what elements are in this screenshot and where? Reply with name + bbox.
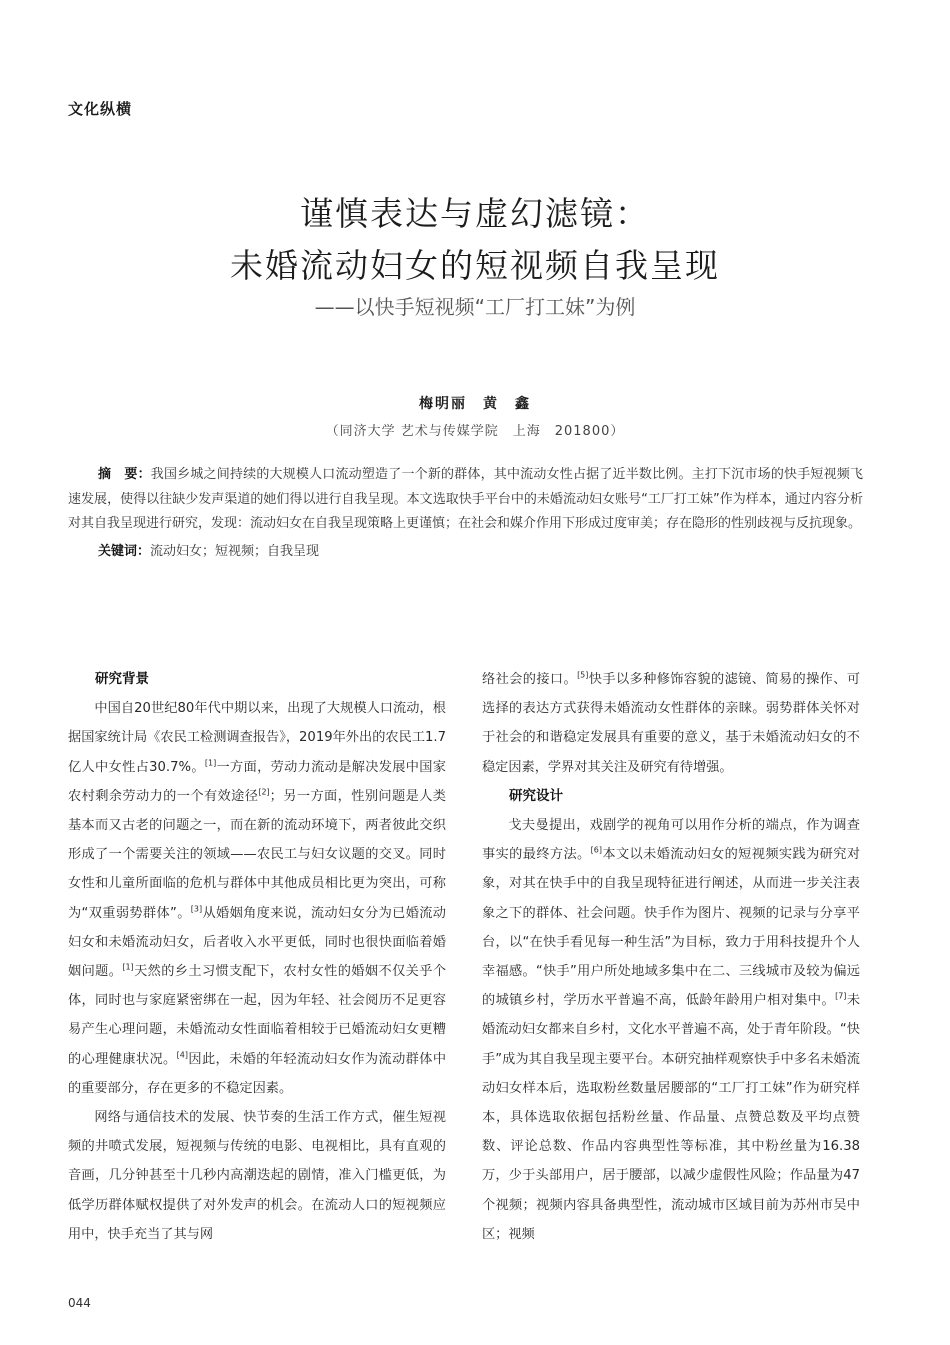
text-segment: 天然的乡土习惯支配下，农村女性的婚姻不仅关乎个体，同时也与家庭紧密绑在一起，因为年轻、社会阅历不足更容易产生心理问题，未婚流动女性面临着相较于已婚流动妇女更糟的心理健康状况。 — [68, 964, 447, 1067]
keywords-text: 流动妇女；短视频；自我呈现 — [150, 543, 320, 559]
left-column — [68, 665, 446, 1249]
citation: [5] — [577, 670, 589, 680]
heading-research-design: 研究设计 — [509, 787, 563, 804]
keywords-paragraph — [68, 540, 863, 565]
paragraph-design-1 — [482, 811, 860, 1249]
title-line-2: 未婚流动妇女的短视频自我呈现 — [230, 246, 720, 285]
abstract-text: 我国乡城之间持续的大规模人口流动塑造了一个新的群体，其中流动女性占据了近半数比例。主打下沉市场的快手短视频飞速发展，使得以往缺少发声渠道的她们得以进行自我呈现。本文选取快手平台中的未婚流动妇女账号“工厂打工妹”作为样本，通过内容分析对其自我呈现进行研究，发现：流动妇女在自我呈现策略上更谨慎；在社会和媒介作用下形成过度审美；存在隐形的性别歧视与反抗现象。 — [68, 467, 863, 531]
text-segment: 一方面，劳动力流动是解决发展中国家农村剩余劳动力的一个有效途径 — [68, 759, 446, 804]
paragraph-background-2: 网络与通信技术的发展、快节奏的生活工作方式，催生短视频的井喷式发展，短视频与传统的电影、电视相比，具有直观的音画，几分钟甚至十几秒内高潮迭起的剧情，准入门槛更低，为低学历群体赋权提供了对外发声的机会。在流动人口的短视频应用中，快手充当了其与网 — [68, 1110, 446, 1242]
citation: [2] — [258, 787, 270, 797]
title-line-1: 谨慎表达与虚幻滤镜： — [300, 194, 650, 233]
text-segment: 络社会的接口。 — [482, 672, 578, 687]
text-segment: 因此，未婚的年轻流动妇女作为流动群体中的重要部分，存在更多的不稳定因素。 — [68, 1051, 447, 1096]
heading-research-background: 研究背景 — [95, 671, 149, 687]
text-segment: 中国自20世纪80年代中期以来，出现了大规模人口流动，根据国家统计局《农民工检测调查报告》，2019年外出的农民工1.7亿人中女性占30.7%。 — [68, 701, 446, 775]
citation: [4] — [176, 1050, 188, 1060]
text-segment: 未婚流动妇女都来自乡村，文化水平普遍不高，处于青年阶段。“快手”成为其自我呈现主要平台。本研究抽样观察快手中多名未婚流动妇女样本后，选取粉丝数量居腰部的“工厂打工妹”作为研究样本，具体选取依据包括粉丝量、作品量、点赞总数及平均点赞数、评论总数、作品内容典型性等标准，其中粉丝量为16.38万，少于头部用户，居于腰部，以减少虚假性风险；作品量为47个视频；视频内容具备典型性，流动城市区域目前为苏州市吴中区；视频 — [482, 993, 861, 1242]
section-label: 文化纵横 — [68, 100, 133, 118]
paragraph-continued — [482, 665, 860, 782]
citation: [6] — [590, 845, 602, 855]
text-segment: 本文以未婚流动妇女的短视频实践为研究对象，对其在快手中的自我呈现特征进行阐述，从而进一步关注表象之下的群体、社会问题。快手作为图片、视频的记录与分享平台，以“在快手看见每一种生活”为目标，致力于用科技提升个人幸福感。“快手”用户所处地域多集中在二、三线城市及较为偏远的城镇乡村，学历水平普遍不高，低龄年龄用户相对集中。 — [482, 847, 861, 1009]
citation: [7] — [835, 991, 847, 1001]
citation: [1] — [122, 962, 134, 972]
right-column — [482, 665, 860, 1249]
subtitle: ——以快手短视频“工厂打工妹”为例 — [314, 295, 636, 319]
article-title — [0, 188, 950, 322]
keywords-label: 关键词： — [98, 543, 151, 559]
text-segment: ；另一方面，性别问题是人类基本而又古老的问题之一，而在新的流动环境下，两者彼此交织形成了一个需要关注的领域——农民工与妇女议题的交叉。同时女性和儿童所面临的危机与群体中其他成员相比更为突出，可称为“双重弱势群体”。 — [68, 788, 446, 921]
citation: [1] — [204, 758, 217, 768]
text-segment: 从婚姻角度来说，流动妇女分为已婚流动妇女和未婚流动妇女，后者收入水平更低，同时也很快面临着婚姻问题。 — [68, 905, 446, 980]
paragraph-background-1 — [68, 694, 446, 1103]
abstract-label: 摘 要： — [98, 467, 151, 482]
text-segment: 快手以多种修饰容貌的滤镜、简易的操作、可选择的表达方式获得未婚流动女性群体的亲睐。弱势群体关怀对于社会的和谐稳定发展具有重要的意义，基于未婚流动妇女的不稳定因素，学界对其关注及研究有待增强。 — [482, 672, 861, 775]
author-names: 梅明丽 黄 鑫 — [419, 396, 531, 412]
citation: [3] — [190, 904, 203, 914]
abstract-block — [68, 463, 863, 564]
author-affiliation: （同济大学 艺术与传媒学院 上海 201800） — [325, 424, 625, 439]
page-number: 044 — [68, 1296, 91, 1310]
abstract-paragraph — [68, 463, 863, 537]
text-segment: 戈夫曼提出，戏剧学的视角可以用作分析的端点，作为调查事实的最终方法。 — [482, 818, 860, 863]
